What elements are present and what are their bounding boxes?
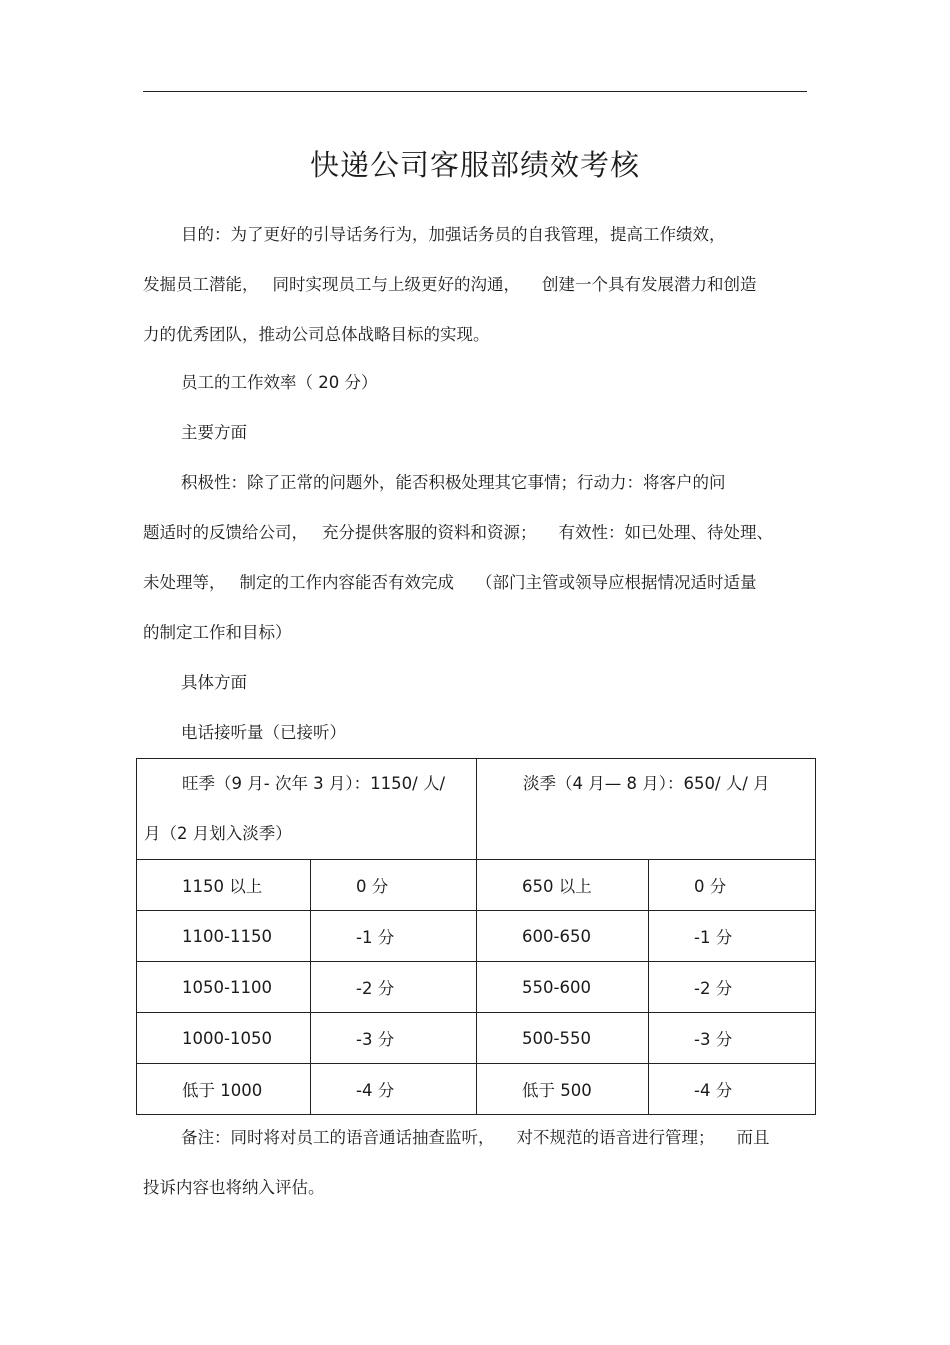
note-line-1b: 对不规范的语音进行管理； [516,1128,715,1147]
purpose-line-2c: 创建一个具有发展潜力和创造 [542,275,757,294]
peak-score: -2 分 [356,979,395,998]
off-score-cell [649,962,816,1013]
aspects-line-4: 的制定工作和目标） [143,623,292,642]
off-score: -1 分 [694,928,733,947]
off-score: -4 分 [694,1081,733,1100]
off-range-cell [477,1064,649,1115]
table-row [137,860,816,911]
peak-score: -4 分 [356,1081,395,1100]
table-row [137,962,816,1013]
aspects-line-2 [143,508,823,558]
aspects-line-3a: 未处理等， [143,573,226,592]
note-line-1c: 而且 [736,1128,770,1147]
note-line-1 [143,1113,823,1163]
peak-score: -3 分 [356,1030,395,1049]
peak-score-cell [311,962,477,1013]
off-range: 500-550 [522,1028,591,1048]
peak-score-cell [311,1064,477,1115]
off-range-cell [477,911,649,962]
off-header-text: 淡季（4 月— 8 月）：650/ 人/ 月 [523,774,770,793]
off-season-header [477,759,816,860]
peak-score: 0 分 [356,877,389,896]
calls-heading: 电话接听量（已接听） [181,723,346,742]
table-row [137,1064,816,1115]
off-score-cell [649,1064,816,1115]
peak-season-header [137,759,477,860]
header-rule [143,91,807,92]
peak-header-line-2: 月（2 月划入淡季） [144,824,292,843]
peak-range: 1000-1050 [182,1028,272,1048]
efficiency-heading: 员工的工作效率（ 20 分） [181,373,378,392]
aspects-line-2a: 题适时的反馈给公司， [143,523,308,542]
aspects-line-1: 积极性：除了正常的问题外，能否积极处理其它事情；行动力：将客户的问 [181,473,726,492]
off-range-cell [477,860,649,911]
purpose-paragraph [143,210,823,360]
specific-aspects-heading: 具体方面 [181,673,247,692]
peak-range: 1100-1150 [182,926,272,946]
peak-range-cell [137,860,311,911]
document-title: 快递公司客服部绩效考核 [309,148,640,182]
table-header-row [137,759,816,860]
aspects-line-2c: 有效性：如已处理、待处理、 [558,523,773,542]
peak-header-line-1: 旺季（9 月- 次年 3 月）：1150/ 人/ [182,774,446,793]
purpose-line-2 [143,260,823,310]
aspects-paragraph [143,458,823,658]
off-range: 550-600 [522,977,591,997]
peak-score-cell [311,860,477,911]
call-volume-table [136,758,816,1115]
main-aspects-heading: 主要方面 [181,423,247,442]
off-score: 0 分 [694,877,727,896]
aspects-line-2b: 充分提供客服的资料和资源； [322,523,537,542]
peak-score: -1 分 [356,928,395,947]
purpose-line-2b: 同时实现员工与上级更好的沟通， [272,275,520,294]
note-line-2: 投诉内容也将纳入评估。 [143,1178,325,1197]
off-range: 600-650 [522,926,591,946]
peak-range: 低于 1000 [182,1081,263,1100]
peak-range-cell [137,1013,311,1064]
note-line-1a: 备注：同时将对员工的语音通话抽查监听， [181,1128,495,1147]
peak-score-cell [311,1013,477,1064]
note-paragraph [143,1113,823,1213]
off-range: 650 以上 [522,877,592,896]
off-score-cell [649,860,816,911]
aspects-line-3b: 制定的工作内容能否有效完成 [239,573,454,592]
aspects-line-3 [143,558,823,608]
purpose-line-1: 目的：为了更好的引导话务行为，加强话务员的自我管理，提高工作绩效， [181,225,726,244]
peak-score-cell [311,911,477,962]
peak-range: 1150 以上 [182,877,263,896]
table-row [137,911,816,962]
off-range-cell [477,962,649,1013]
peak-range-cell [137,962,311,1013]
aspects-line-3c: （部门主管或领导应根据情况适时适量 [476,573,757,592]
table-row [137,1013,816,1064]
off-range-cell [477,1013,649,1064]
purpose-line-2a: 发掘员工潜能， [143,275,259,294]
off-score-cell [649,1013,816,1064]
peak-range-cell [137,1064,311,1115]
purpose-line-3: 力的优秀团队，推动公司总体战略目标的实现。 [143,325,490,344]
off-range: 低于 500 [522,1081,592,1100]
off-score: -2 分 [694,979,733,998]
peak-range-cell [137,911,311,962]
off-score-cell [649,911,816,962]
off-score: -3 分 [694,1030,733,1049]
peak-range: 1050-1100 [182,977,272,997]
